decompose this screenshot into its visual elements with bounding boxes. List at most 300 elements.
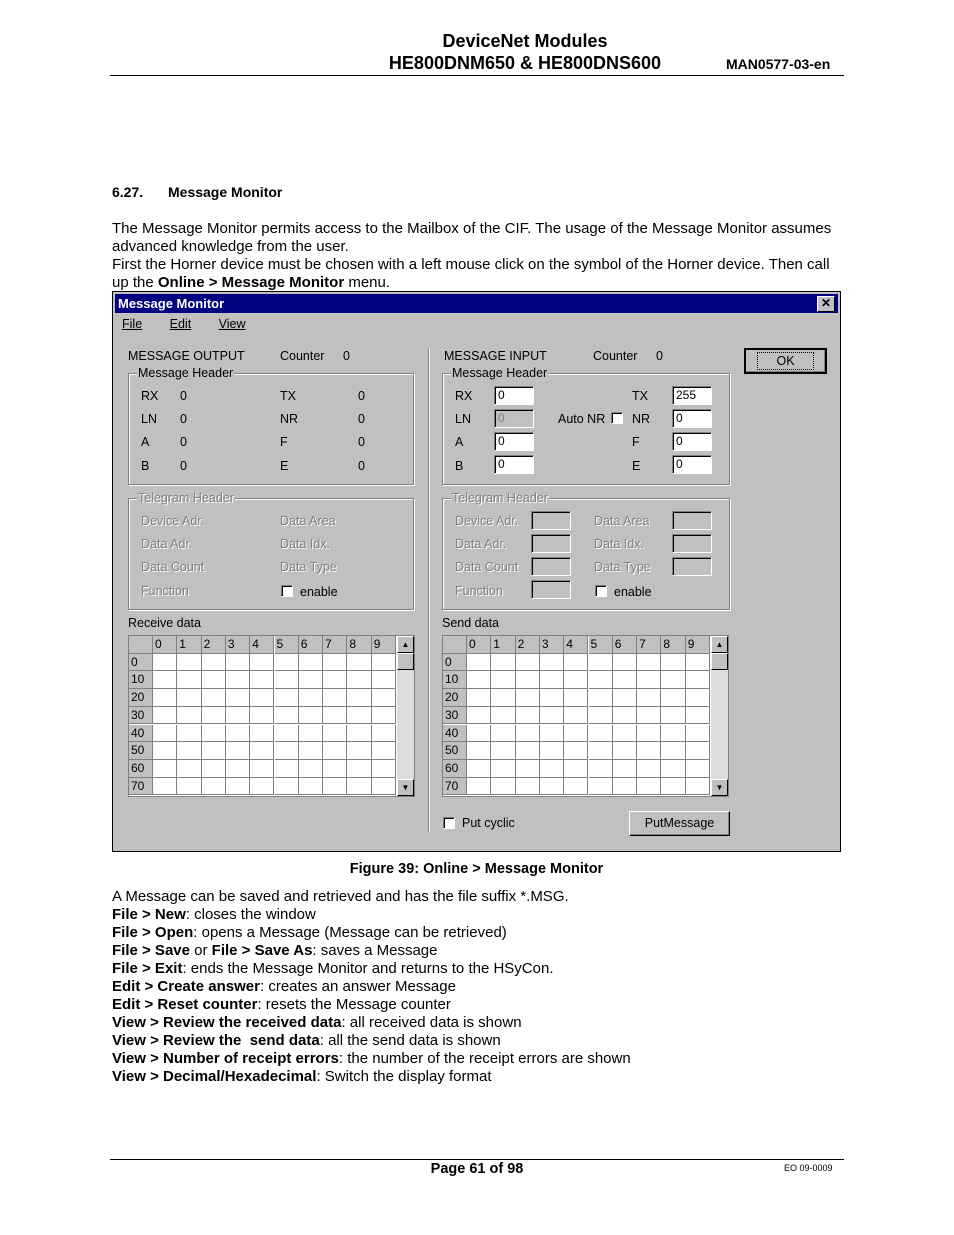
menu-description-list xyxy=(112,888,842,1086)
send-grid-cell[interactable] xyxy=(637,689,661,707)
body-line: Edit > Create answer: creates an answer Message xyxy=(112,978,456,995)
receive-grid-cell[interactable] xyxy=(226,725,250,743)
input-function: Function xyxy=(455,584,503,598)
send-grid-cell[interactable] xyxy=(661,778,685,796)
send-grid-cell[interactable] xyxy=(516,689,540,707)
receive-grid-cell[interactable] xyxy=(226,689,250,707)
send-grid-cell[interactable] xyxy=(491,725,515,743)
output-e-label: E xyxy=(280,459,289,473)
send-grid-cell[interactable] xyxy=(686,725,710,743)
send-grid-cell[interactable] xyxy=(589,707,613,725)
input-heading: MESSAGE INPUT xyxy=(444,349,547,363)
send-grid-cell[interactable] xyxy=(686,707,710,725)
send-grid-cell[interactable] xyxy=(540,707,564,725)
send-grid-cell[interactable] xyxy=(686,671,710,689)
receive-grid-row-header: 10 xyxy=(129,671,153,689)
send-grid-col-header: 2 xyxy=(516,636,540,654)
body-line: File > New: closes the window xyxy=(112,906,316,923)
receive-grid-cell[interactable] xyxy=(347,689,371,707)
send-grid-cell[interactable] xyxy=(661,742,685,760)
receive-grid-cell[interactable] xyxy=(177,707,201,725)
input-header-title: Message Header xyxy=(452,366,548,380)
footer-rule xyxy=(110,1159,844,1160)
input-rx-label: RX xyxy=(455,389,473,403)
receive-grid-col-header: 7 xyxy=(323,636,347,654)
send-grid-cell[interactable] xyxy=(491,671,515,689)
receive-grid-cell[interactable] xyxy=(347,725,371,743)
output-data-adr: Data Adr. xyxy=(141,537,193,551)
receive-grid-cell[interactable] xyxy=(323,654,347,672)
receive-grid-cell[interactable] xyxy=(299,725,323,743)
output-rx-value: 0 xyxy=(180,389,187,403)
send-grid-cell[interactable] xyxy=(564,671,588,689)
receive-grid-scroll-thumb[interactable] xyxy=(397,653,414,670)
receive-grid-col-header: 9 xyxy=(372,636,396,654)
output-ln-value: 0 xyxy=(180,412,187,426)
receive-grid-cell[interactable] xyxy=(372,725,396,743)
intro-paragraph-2: First the Horner device must be chosen with a left mouse click on the symbol of the Horner device. Then call up the Online > Message Monitor menu. xyxy=(112,256,830,291)
receive-grid-row-header: 70 xyxy=(129,778,153,796)
receive-grid-cell[interactable] xyxy=(347,778,371,796)
receive-grid-cell[interactable] xyxy=(275,778,299,796)
input-tx-label: TX xyxy=(632,389,648,403)
receive-grid-cell[interactable] xyxy=(299,707,323,725)
send-grid-cell[interactable] xyxy=(589,671,613,689)
send-grid-col-header: 6 xyxy=(613,636,637,654)
receive-grid-cell[interactable] xyxy=(323,742,347,760)
output-nr-label: NR xyxy=(280,412,299,426)
receive-grid-cell[interactable] xyxy=(275,671,299,689)
receive-grid-cell[interactable] xyxy=(226,707,250,725)
input-counter-value: 0 xyxy=(656,349,663,363)
output-e-value: 0 xyxy=(358,459,365,473)
receive-grid-cell[interactable] xyxy=(372,689,396,707)
receive-grid-cell[interactable] xyxy=(202,707,226,725)
send-grid-cell[interactable] xyxy=(540,778,564,796)
receive-grid-cell[interactable] xyxy=(372,760,396,778)
send-grid-cell[interactable] xyxy=(637,725,661,743)
send-grid-cell[interactable] xyxy=(491,689,515,707)
receive-grid-scroll-down-icon[interactable]: ▼ xyxy=(397,779,414,796)
receive-grid-cell[interactable] xyxy=(226,671,250,689)
output-nr-value: 0 xyxy=(358,412,365,426)
output-f-value: 0 xyxy=(358,435,365,449)
send-grid-cell[interactable] xyxy=(467,671,491,689)
input-e-field[interactable]: 0 xyxy=(672,455,712,474)
send-grid-cell[interactable] xyxy=(589,742,613,760)
receive-grid-cell[interactable] xyxy=(250,778,274,796)
receive-grid-col-header: 8 xyxy=(347,636,371,654)
receive-grid-cell[interactable] xyxy=(299,742,323,760)
receive-grid-cell[interactable] xyxy=(177,654,201,672)
input-data-area-field xyxy=(672,511,712,530)
receive-grid-cell[interactable] xyxy=(323,760,347,778)
receive-grid-cell[interactable] xyxy=(202,654,226,672)
send-grid-cell[interactable] xyxy=(637,778,661,796)
send-grid-cell[interactable] xyxy=(661,689,685,707)
receive-grid-cell[interactable] xyxy=(275,689,299,707)
receive-grid-row-header: 0 xyxy=(129,654,153,672)
receive-grid-cell[interactable] xyxy=(250,654,274,672)
send-grid-cell[interactable] xyxy=(661,707,685,725)
output-heading: MESSAGE OUTPUT xyxy=(128,349,245,363)
send-grid-cell[interactable] xyxy=(491,760,515,778)
send-grid-cell[interactable] xyxy=(589,689,613,707)
send-grid-cell[interactable] xyxy=(564,725,588,743)
send-grid-cell[interactable] xyxy=(686,654,710,672)
output-data-area: Data Area xyxy=(280,514,336,528)
send-grid-row-header: 60 xyxy=(443,760,467,778)
body-line: View > Review the received data: all received data is shown xyxy=(112,1014,522,1031)
output-data-idx: Data Idx. xyxy=(280,537,331,551)
output-enable-label: enable xyxy=(300,585,338,599)
send-grid-cell[interactable] xyxy=(540,689,564,707)
input-function-field xyxy=(531,580,571,599)
input-device-adr-field xyxy=(531,511,571,530)
body-line: File > Exit: ends the Message Monitor and returns to the HSyCon. xyxy=(112,960,554,977)
receive-grid-cell[interactable] xyxy=(177,725,201,743)
auto-nr-label: Auto NR xyxy=(558,412,606,426)
send-grid-cell[interactable] xyxy=(661,671,685,689)
send-grid-cell[interactable] xyxy=(589,725,613,743)
send-grid-cell[interactable] xyxy=(564,689,588,707)
send-grid-cell[interactable] xyxy=(564,742,588,760)
receive-grid-cell[interactable] xyxy=(372,654,396,672)
send-grid-cell[interactable] xyxy=(540,760,564,778)
input-data-area: Data Area xyxy=(594,514,650,528)
send-grid-cell[interactable] xyxy=(661,654,685,672)
send-grid-col-header: 3 xyxy=(540,636,564,654)
send-grid-cell[interactable] xyxy=(564,778,588,796)
receive-grid-cell[interactable] xyxy=(347,707,371,725)
receive-grid-cell[interactable] xyxy=(250,707,274,725)
input-data-adr: Data Adr. xyxy=(455,537,507,551)
send-grid-cell[interactable] xyxy=(467,689,491,707)
receive-grid-cell[interactable] xyxy=(177,671,201,689)
send-grid-col-header: 5 xyxy=(589,636,613,654)
send-grid-cell[interactable] xyxy=(686,742,710,760)
receive-grid-col-header: 6 xyxy=(299,636,323,654)
body-line: View > Review the send data: all the send data is shown xyxy=(112,1032,501,1049)
send-grid-cell[interactable] xyxy=(516,725,540,743)
input-device-adr: Device Adr. xyxy=(455,514,519,528)
receive-grid-cell[interactable] xyxy=(299,671,323,689)
send-grid-cell[interactable] xyxy=(589,778,613,796)
send-grid-cell[interactable] xyxy=(637,707,661,725)
receive-grid-cell[interactable] xyxy=(250,689,274,707)
send-grid-cell[interactable] xyxy=(564,707,588,725)
receive-grid-cell[interactable] xyxy=(275,742,299,760)
receive-grid-cell[interactable] xyxy=(372,671,396,689)
receive-grid-cell[interactable] xyxy=(202,778,226,796)
send-grid-cell[interactable] xyxy=(613,671,637,689)
output-message-header-group xyxy=(128,366,414,485)
output-tx-value: 0 xyxy=(358,389,365,403)
send-grid-cell[interactable] xyxy=(516,778,540,796)
intro-paragraph-1: The Message Monitor permits access to the Mailbox of the CIF. The usage of the Message Monitor assumes advanced knowledge from the user. xyxy=(112,220,832,255)
message-monitor-window xyxy=(112,291,841,852)
send-grid-cell[interactable] xyxy=(613,707,637,725)
receive-grid-cell[interactable] xyxy=(177,778,201,796)
send-grid-row-header: 10 xyxy=(443,671,467,689)
send-grid-scroll-up-icon[interactable]: ▲ xyxy=(711,636,728,653)
receive-grid-cell[interactable] xyxy=(372,707,396,725)
receive-grid-cell[interactable] xyxy=(202,760,226,778)
input-data-idx: Data Idx. xyxy=(594,537,645,551)
send-grid-cell[interactable] xyxy=(637,654,661,672)
body-line: Edit > Reset counter: resets the Message counter xyxy=(112,996,451,1013)
input-f-field[interactable]: 0 xyxy=(672,432,712,451)
receive-grid-cell[interactable] xyxy=(250,742,274,760)
receive-grid-cell[interactable] xyxy=(299,654,323,672)
input-telegram-title: Telegram Header xyxy=(452,491,548,505)
page-number: Page 61 of 98 xyxy=(430,1161,524,1177)
input-tx-field[interactable]: 255 xyxy=(672,386,712,405)
send-grid-row-header: 70 xyxy=(443,778,467,796)
input-data-idx-field xyxy=(672,534,712,553)
input-data-count-field xyxy=(531,557,571,576)
receive-grid-cell[interactable] xyxy=(347,760,371,778)
receive-grid-row-header: 20 xyxy=(129,689,153,707)
send-grid-cell[interactable] xyxy=(540,725,564,743)
figure-caption: Figure 39: Online > Message Monitor xyxy=(349,861,604,877)
receive-grid-row-header: 40 xyxy=(129,725,153,743)
send-grid-scroll-thumb[interactable] xyxy=(711,653,728,670)
receive-grid-scroll-up-icon[interactable]: ▲ xyxy=(397,636,414,653)
receive-grid-cell[interactable] xyxy=(250,725,274,743)
send-grid-cell[interactable] xyxy=(491,654,515,672)
receive-grid-cell[interactable] xyxy=(275,725,299,743)
receive-grid-cell[interactable] xyxy=(226,778,250,796)
output-rx-label: RX xyxy=(141,389,159,403)
send-grid-cell[interactable] xyxy=(516,742,540,760)
send-grid-cell[interactable] xyxy=(540,671,564,689)
input-data-type-field xyxy=(672,557,712,576)
send-grid-cell[interactable] xyxy=(467,760,491,778)
auto-nr-checkbox[interactable] xyxy=(611,412,623,424)
send-grid-cell[interactable] xyxy=(491,778,515,796)
output-a-label: A xyxy=(141,435,150,449)
receive-grid-cell[interactable] xyxy=(153,671,177,689)
receive-grid-cell[interactable] xyxy=(202,725,226,743)
receive-grid-cell[interactable] xyxy=(153,742,177,760)
send-grid-cell[interactable] xyxy=(491,707,515,725)
send-grid-row-header: 30 xyxy=(443,707,467,725)
send-grid-cell[interactable] xyxy=(467,707,491,725)
receive-grid-cell[interactable] xyxy=(323,671,347,689)
receive-grid-cell[interactable] xyxy=(347,654,371,672)
body-line: File > Open: opens a Message (Message can be retrieved) xyxy=(112,924,507,941)
output-b-value: 0 xyxy=(180,459,187,473)
header-title-2: HE800DNM650 & HE800DNS600 xyxy=(388,53,662,73)
input-ln-field: 0 xyxy=(494,409,534,428)
send-grid-scroll-down-icon[interactable]: ▼ xyxy=(711,779,728,796)
send-grid-row-header: 40 xyxy=(443,725,467,743)
receive-grid-col-header: 1 xyxy=(177,636,201,654)
input-nr-label: NR xyxy=(632,412,651,426)
send-grid-cell[interactable] xyxy=(516,654,540,672)
send-grid-cell[interactable] xyxy=(661,760,685,778)
receive-grid-cell[interactable] xyxy=(202,689,226,707)
receive-grid-cell[interactable] xyxy=(347,671,371,689)
input-rx-field[interactable]: 0 xyxy=(494,386,534,405)
input-nr-field[interactable]: 0 xyxy=(672,409,712,428)
receive-grid-cell[interactable] xyxy=(153,707,177,725)
output-function: Function xyxy=(141,584,189,598)
send-grid-cell[interactable] xyxy=(516,760,540,778)
receive-grid-row-header: 50 xyxy=(129,742,153,760)
menu-view[interactable]: View xyxy=(218,317,246,331)
output-device-adr: Device Adr. xyxy=(141,514,205,528)
input-counter-label: Counter xyxy=(593,349,638,363)
input-enable-checkbox[interactable] xyxy=(595,585,607,597)
vertical-separator xyxy=(428,349,430,832)
receive-grid-cell[interactable] xyxy=(323,689,347,707)
send-grid-cell[interactable] xyxy=(613,654,637,672)
send-grid-cell[interactable] xyxy=(467,725,491,743)
send-grid-cell[interactable] xyxy=(540,742,564,760)
receive-grid-cell[interactable] xyxy=(153,689,177,707)
input-ln-label: LN xyxy=(455,412,471,426)
send-grid-cell[interactable] xyxy=(686,689,710,707)
receive-grid-cell[interactable] xyxy=(299,778,323,796)
send-grid-cell[interactable] xyxy=(686,760,710,778)
receive-grid-cell[interactable] xyxy=(177,742,201,760)
send-grid-cell[interactable] xyxy=(540,654,564,672)
output-data-count: Data Count xyxy=(141,560,205,574)
receive-grid-cell[interactable] xyxy=(299,689,323,707)
send-grid-col-header: 7 xyxy=(637,636,661,654)
receive-grid-cell[interactable] xyxy=(202,671,226,689)
menu-edit[interactable]: Edit xyxy=(169,317,192,331)
input-b-label: B xyxy=(455,459,464,473)
receive-grid-cell[interactable] xyxy=(250,671,274,689)
send-grid-cell[interactable] xyxy=(637,671,661,689)
send-grid-cell[interactable] xyxy=(613,760,637,778)
receive-data-grid[interactable] xyxy=(128,635,415,797)
receive-grid-cell[interactable] xyxy=(177,760,201,778)
output-ln-label: LN xyxy=(141,412,157,426)
send-grid-cell[interactable] xyxy=(613,689,637,707)
receive-grid-cell[interactable] xyxy=(323,725,347,743)
body-line: View > Number of receipt errors: the number of the receipt errors are shown xyxy=(112,1050,631,1067)
window-title: Message Monitor xyxy=(118,296,225,311)
receive-grid-col-header: 4 xyxy=(250,636,274,654)
put-message-button[interactable]: PutMessage xyxy=(629,811,730,836)
input-e-label: E xyxy=(632,459,641,473)
send-grid-cell[interactable] xyxy=(491,742,515,760)
send-grid-cell[interactable] xyxy=(686,778,710,796)
send-grid-cell[interactable] xyxy=(661,725,685,743)
send-grid-cell[interactable] xyxy=(564,760,588,778)
send-grid-row-header: 0 xyxy=(443,654,467,672)
body-line: File > Save or File > Save As: saves a Message xyxy=(112,942,438,959)
send-grid-corner xyxy=(443,636,467,654)
receive-grid-cell[interactable] xyxy=(347,742,371,760)
receive-grid-cell[interactable] xyxy=(153,654,177,672)
send-grid-cell[interactable] xyxy=(467,654,491,672)
receive-grid-corner xyxy=(129,636,153,654)
put-cyclic-checkbox[interactable] xyxy=(443,817,455,829)
send-grid-col-header: 1 xyxy=(491,636,515,654)
send-grid-cell[interactable] xyxy=(637,742,661,760)
receive-grid-cell[interactable] xyxy=(177,689,201,707)
send-grid-cell[interactable] xyxy=(516,671,540,689)
input-a-label: A xyxy=(455,435,464,449)
send-grid-cell[interactable] xyxy=(613,778,637,796)
send-grid-row-header: 50 xyxy=(443,742,467,760)
receive-grid-cell[interactable] xyxy=(226,742,250,760)
receive-grid-cell[interactable] xyxy=(275,760,299,778)
send-grid-cell[interactable] xyxy=(467,778,491,796)
receive-grid-cell[interactable] xyxy=(275,707,299,725)
receive-grid-cell[interactable] xyxy=(275,654,299,672)
receive-grid-cell[interactable] xyxy=(323,778,347,796)
send-grid-col-header: 0 xyxy=(467,636,491,654)
output-counter-label: Counter xyxy=(280,349,325,363)
receive-grid-cell[interactable] xyxy=(226,760,250,778)
receive-grid-cell[interactable] xyxy=(153,760,177,778)
receive-grid-cell[interactable] xyxy=(226,654,250,672)
receive-grid-cell[interactable] xyxy=(153,778,177,796)
send-data-grid[interactable] xyxy=(442,635,729,797)
send-grid-cell[interactable] xyxy=(589,760,613,778)
receive-grid-cell[interactable] xyxy=(250,760,274,778)
output-data-type: Data Type xyxy=(280,560,337,574)
ok-button[interactable] xyxy=(744,348,827,374)
send-grid-cell[interactable] xyxy=(564,654,588,672)
window-titlebar[interactable] xyxy=(115,294,838,313)
receive-grid-col-header: 5 xyxy=(275,636,299,654)
input-data-type: Data Type xyxy=(594,560,651,574)
send-grid-col-header: 9 xyxy=(686,636,710,654)
receive-grid-col-header: 3 xyxy=(226,636,250,654)
input-data-count: Data Count xyxy=(455,560,519,574)
input-f-label: F xyxy=(632,435,640,449)
receive-grid-row-header: 60 xyxy=(129,760,153,778)
send-data-label: Send data xyxy=(442,616,499,630)
send-grid-cell[interactable] xyxy=(613,742,637,760)
receive-grid-col-header: 0 xyxy=(153,636,177,654)
send-grid-cell[interactable] xyxy=(613,725,637,743)
send-grid-cell[interactable] xyxy=(467,742,491,760)
body-line: A Message can be saved and retrieved and has the file suffix *.MSG. xyxy=(112,888,569,905)
menu-file[interactable]: File xyxy=(122,317,143,331)
send-grid-cell[interactable] xyxy=(589,654,613,672)
output-telegram-title: Telegram Header xyxy=(138,491,234,505)
receive-grid-cell[interactable] xyxy=(153,725,177,743)
output-counter-value: 0 xyxy=(343,349,350,363)
input-b-field[interactable]: 0 xyxy=(494,455,534,474)
ok-button-label: OK xyxy=(757,352,813,370)
output-enable-checkbox[interactable] xyxy=(281,585,293,597)
send-grid-cell[interactable] xyxy=(516,707,540,725)
receive-grid-cell[interactable] xyxy=(299,760,323,778)
send-grid-col-header: 4 xyxy=(564,636,588,654)
receive-grid-cell[interactable] xyxy=(372,742,396,760)
receive-grid-cell[interactable] xyxy=(372,778,396,796)
send-grid-cell[interactable] xyxy=(637,760,661,778)
send-grid-col-header: 8 xyxy=(661,636,685,654)
receive-grid-cell[interactable] xyxy=(202,742,226,760)
input-a-field[interactable]: 0 xyxy=(494,432,534,451)
section-title: Message Monitor xyxy=(168,184,283,200)
receive-grid-col-header: 2 xyxy=(202,636,226,654)
receive-grid-cell[interactable] xyxy=(323,707,347,725)
close-icon[interactable]: ✕ xyxy=(817,296,835,312)
output-a-value: 0 xyxy=(180,435,187,449)
send-grid-row-header: 20 xyxy=(443,689,467,707)
